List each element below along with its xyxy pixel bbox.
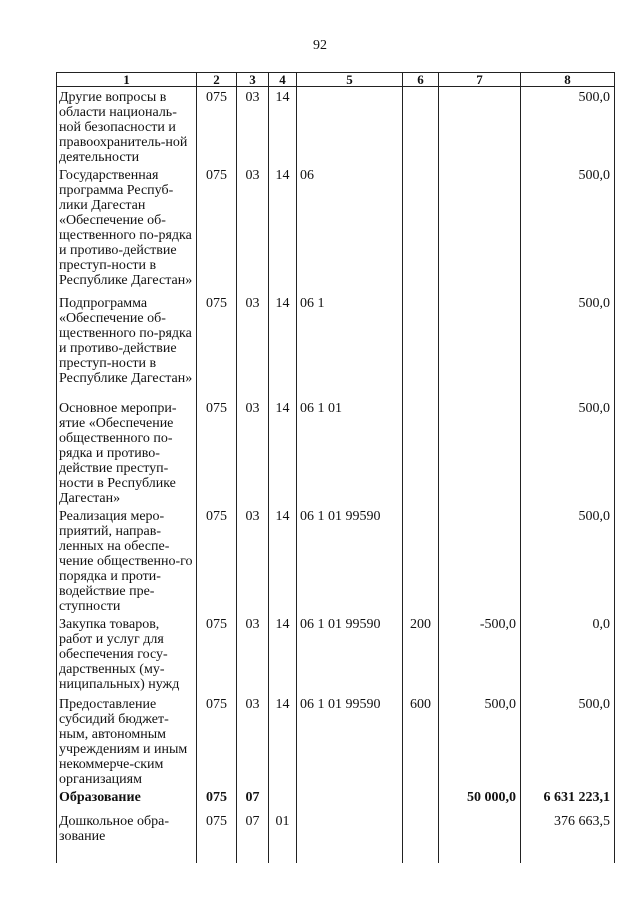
cell-target-item: 06 1 01 99590 [297, 506, 403, 614]
cell-subsection: 14 [269, 506, 297, 614]
cell-total: 376 663,5 [521, 811, 615, 863]
column-header: 6 [403, 73, 439, 87]
cell-change [439, 87, 521, 166]
cell-change [439, 165, 521, 293]
cell-section: 07 [237, 787, 269, 811]
cell-subsection: 14 [269, 165, 297, 293]
cell-expense-type [403, 787, 439, 811]
cell-subsection: 14 [269, 694, 297, 787]
cell-section: 03 [237, 506, 269, 614]
cell-change: 50 000,0 [439, 787, 521, 811]
cell-total: 6 631 223,1 [521, 787, 615, 811]
cell-target-item [297, 787, 403, 811]
cell-total: 0,0 [521, 614, 615, 694]
cell-section: 03 [237, 398, 269, 506]
cell-expense-type: 200 [403, 614, 439, 694]
cell-section: 03 [237, 614, 269, 694]
cell-change: -500,0 [439, 614, 521, 694]
row-name: Дошкольное обра-зование [57, 811, 197, 863]
table-row [57, 614, 615, 694]
table-row [57, 811, 615, 863]
cell-target-item: 06 [297, 165, 403, 293]
cell-target-item [297, 87, 403, 166]
cell-ministry: 075 [197, 165, 237, 293]
table-row [57, 506, 615, 614]
cell-change [439, 506, 521, 614]
row-name: Основное меропри-ятие «Обеспечение общественного по-рядка и противо-действие преступ-ности в Республике Дагестан» [57, 398, 197, 506]
cell-expense-type [403, 165, 439, 293]
cell-total: 500,0 [521, 398, 615, 506]
column-header: 5 [297, 73, 403, 87]
cell-expense-type [403, 811, 439, 863]
cell-subsection: 14 [269, 87, 297, 166]
cell-section: 07 [237, 811, 269, 863]
cell-expense-type [403, 293, 439, 398]
cell-total: 500,0 [521, 87, 615, 166]
table-row [57, 293, 615, 398]
cell-total: 500,0 [521, 506, 615, 614]
cell-section: 03 [237, 165, 269, 293]
cell-section: 03 [237, 694, 269, 787]
column-header: 3 [237, 73, 269, 87]
column-header: 4 [269, 73, 297, 87]
cell-total: 500,0 [521, 165, 615, 293]
cell-change [439, 293, 521, 398]
cell-ministry: 075 [197, 293, 237, 398]
cell-target-item: 06 1 01 [297, 398, 403, 506]
column-header: 1 [57, 73, 197, 87]
cell-change [439, 398, 521, 506]
cell-ministry: 075 [197, 506, 237, 614]
cell-target-item: 06 1 01 99590 [297, 694, 403, 787]
row-name: Закупка товаров, работ и услуг для обеспечения госу-дарственных (му-ниципальных) нужд [57, 614, 197, 694]
cell-expense-type [403, 398, 439, 506]
cell-total: 500,0 [521, 293, 615, 398]
cell-subsection: 01 [269, 811, 297, 863]
cell-ministry: 075 [197, 398, 237, 506]
budget-table [56, 72, 615, 863]
cell-expense-type [403, 87, 439, 166]
row-name: Государственная программа Респуб-лики Дагестан «Обеспечение об-щественного по-рядка и противо-действие преступ-ности в Республике Дагестан» [57, 165, 197, 293]
cell-subsection: 14 [269, 398, 297, 506]
table-row [57, 694, 615, 787]
cell-subsection: 14 [269, 293, 297, 398]
page-number: 92 [313, 38, 327, 53]
cell-subsection: 14 [269, 614, 297, 694]
cell-change [439, 811, 521, 863]
cell-expense-type: 600 [403, 694, 439, 787]
row-name: Реализация меро-приятий, направ-ленных на обеспе-чение общественно-го порядка и проти-водействие пре-ступности [57, 506, 197, 614]
column-header: 2 [197, 73, 237, 87]
table-header-row [57, 73, 615, 87]
row-name: Подпрограмма «Обеспечение об-щественного по-рядка и противо-действие преступ-ности в Республике Дагестан» [57, 293, 197, 398]
table-row [57, 787, 615, 811]
cell-target-item: 06 1 [297, 293, 403, 398]
cell-ministry: 075 [197, 614, 237, 694]
row-name: Предоставление субсидий бюджет-ным, автономным учреждениям и иным некоммерче-ским организациям [57, 694, 197, 787]
cell-expense-type [403, 506, 439, 614]
cell-ministry: 075 [197, 87, 237, 166]
row-name: Другие вопросы в области националь-ной безопасности и правоохранитель-ной деятельности [57, 87, 197, 166]
cell-ministry: 075 [197, 811, 237, 863]
cell-ministry: 075 [197, 787, 237, 811]
cell-total: 500,0 [521, 694, 615, 787]
budget-table-container [56, 72, 614, 844]
table-row [57, 87, 615, 166]
cell-subsection [269, 787, 297, 811]
cell-section: 03 [237, 87, 269, 166]
column-header: 7 [439, 73, 521, 87]
row-name: Образование [57, 787, 197, 811]
table-row [57, 165, 615, 293]
table-row [57, 398, 615, 506]
cell-ministry: 075 [197, 694, 237, 787]
cell-target-item [297, 811, 403, 863]
cell-change: 500,0 [439, 694, 521, 787]
column-header: 8 [521, 73, 615, 87]
cell-section: 03 [237, 293, 269, 398]
cell-target-item: 06 1 01 99590 [297, 614, 403, 694]
